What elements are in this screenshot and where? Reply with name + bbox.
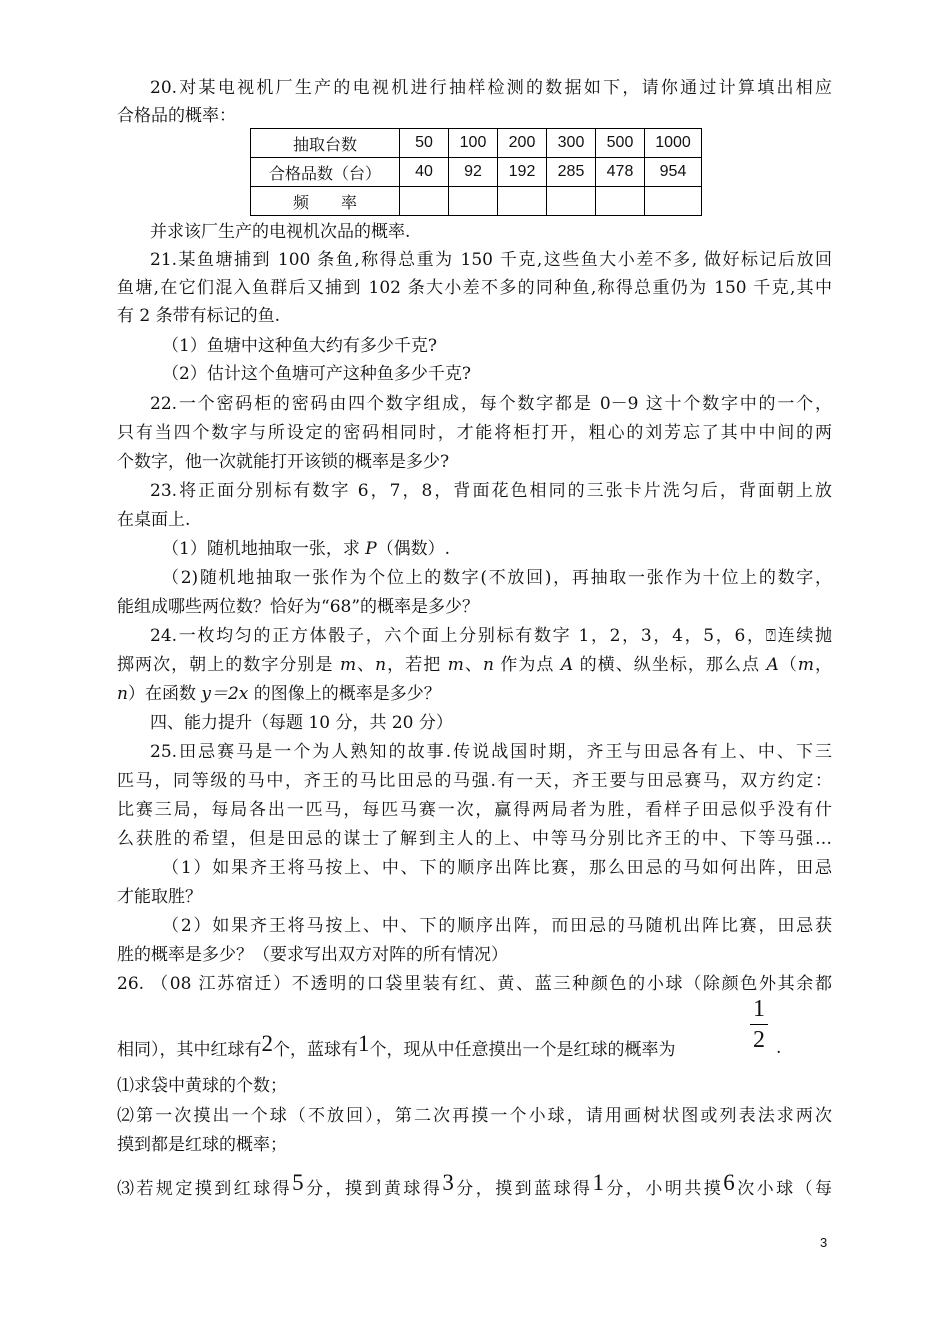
table-cell <box>547 187 596 216</box>
q26-line2-end: . <box>776 1038 782 1058</box>
q21-sub1: （1）鱼塘中这种鱼大约有多少千克? <box>162 336 437 356</box>
table-row <box>251 158 702 187</box>
q23-sub2-line2: 能组成哪些两位数？恰好为“68”的概率是多少？ <box>117 597 480 617</box>
table-cell <box>449 187 498 216</box>
section-heading: 四、能力提升（每题 10 分，共 20 分） <box>150 713 453 733</box>
q25-line1: 25.田忌赛马是一个为人熟知的故事.传说战国时期，齐王与田忌各有上、中、下三 <box>150 742 832 762</box>
fraction-denominator: 2 <box>753 1027 765 1053</box>
table-cell: 100 <box>449 129 498 158</box>
table-cell: 40 <box>400 158 449 187</box>
table-cell <box>596 187 645 216</box>
table-cell <box>400 187 449 216</box>
q23-line2: 在桌面上. <box>117 510 191 530</box>
table-header-cell: 抽取台数 <box>251 129 400 158</box>
table-row <box>251 187 702 216</box>
q22-line1: 22.一个密码柜的密码由四个数字组成，每个数字都是 0－9 这十个数字中的一个， <box>150 394 832 414</box>
q21-line3: 有 2 条带有标记的鱼. <box>117 306 281 326</box>
q25-sub1-line2: 才能取胜？ <box>117 887 202 907</box>
q25-line2: 匹马，同等级的马中，齐王的马比田忌的马强.有一天，齐王要与田忌赛马，双方约定： <box>117 771 832 791</box>
table-cell: 1000 <box>645 129 702 158</box>
table-cell: 285 <box>547 158 596 187</box>
q26-line1: 26. （08 江苏宿迁）不透明的口袋里装有红、黄、蓝三种颜色的小球（除颜色外其余都 <box>117 974 832 994</box>
table-row <box>251 129 702 158</box>
q26-sub2-line1: ⑵第一次摸出一个球（不放回），第二次再摸一个小球，请用画树状图或列表法求两次 <box>117 1106 832 1126</box>
q23-sub1: （1）随机地抽取一张，求 P（偶数）. <box>162 539 451 559</box>
q26-sub1: ⑴求袋中黄球的个数； <box>117 1076 287 1096</box>
q21-line1: 21.某鱼塘捕到 100 条鱼,称得总重为 150 千克,这些鱼大小差不多, 做好标记后放回 <box>150 250 832 270</box>
table-header-cell: 合格品数（台） <box>251 158 400 187</box>
q23-line1: 23.将正面分别标有数字 6，7，8，背面花色相同的三张卡片洗匀后，背面朝上放 <box>150 481 832 501</box>
table-cell: 192 <box>498 158 547 187</box>
table-cell: 300 <box>547 129 596 158</box>
q22-line2: 只有当四个数字与所设定的密码相同时，才能将柜打开，粗心的刘芳忘了其中中间的两 <box>117 423 832 443</box>
q24-line2: 掷两次，朝上的数字分别是 m、n，若把 m、n 作为点 A 的横、纵坐标，那么点 A（m， <box>117 655 833 675</box>
table-cell: 92 <box>449 158 498 187</box>
q26-sub2-line2: 摸到都是红球的概率； <box>117 1135 287 1155</box>
q20-line1: 20.对某电视机厂生产的电视机进行抽样检测的数据如下，请你通过计算填出相应 <box>150 78 832 98</box>
q26-line2: 相同），其中红球有2个，蓝球有1个，现从中任意摸出一个是红球的概率为 <box>117 1031 676 1060</box>
q25-line4: 么获胜的希望，但是田忌的谋士了解到主人的上、中等马分别比齐王的中、下等马强… <box>117 829 832 849</box>
table-header-cell: 频 率 <box>251 187 400 216</box>
table-cell <box>645 187 702 216</box>
q22-line3: 个数字，他一次就能打开该锁的概率是多少? <box>117 452 450 472</box>
q25-sub2-line1: （2）如果齐王将马按上、中、下的顺序出阵，而田忌的马随机出阵比赛，田忌获 <box>162 916 832 936</box>
table-cell: 200 <box>498 129 547 158</box>
table-cell: 478 <box>596 158 645 187</box>
fraction-bar <box>750 1024 768 1025</box>
table-cell: 50 <box>400 129 449 158</box>
q21-sub2: （2）估计这个鱼塘可产这种鱼多少千克? <box>162 364 471 384</box>
q20-after: 并求该厂生产的电视机次品的概率. <box>150 222 411 242</box>
q21-line2: 鱼塘,在它们混入鱼群后又捕到 102 条大小差不多的同种鱼,称得总重仍为 150 千克,其中 <box>117 278 832 298</box>
q26-sub3: ⑶若规定摸到红球得5分，摸到黄球得3分，摸到蓝球得1分，小明共摸6次小球（每 <box>117 1170 833 1199</box>
fraction-numerator: 1 <box>753 996 765 1022</box>
q25-sub2-line2: 胜的概率是多少？（要求写出双方对阵的所有情况） <box>117 945 508 965</box>
q20-line2: 合格品的概率： <box>117 106 236 126</box>
table-cell: 500 <box>596 129 645 158</box>
q23-sub2-line1: （2)随机地抽取一张作为个位上的数字(不放回)，再抽取一张作为十位上的数字， <box>162 568 832 588</box>
q24-line1: 24.一枚均匀的正方体骰子，六个面上分别标有数字 1，2，3，4，5，6，⍰连续抛 <box>150 626 832 646</box>
table-cell <box>498 187 547 216</box>
page-number: 3 <box>820 1235 828 1250</box>
sampling-table <box>250 128 702 216</box>
table-cell: 954 <box>645 158 702 187</box>
q25-line3: 比赛三局，每局各出一匹马，每匹马赛一次，赢得两局者为胜，看样子田忌似乎没有什 <box>117 800 832 820</box>
q25-sub1-line1: （1）如果齐王将马按上、中、下的顺序出阵比赛，那么田忌的马如何出阵，田忌 <box>162 858 832 878</box>
q24-line3: n）在函数 y＝2x 的图像上的概率是多少？ <box>117 684 441 704</box>
